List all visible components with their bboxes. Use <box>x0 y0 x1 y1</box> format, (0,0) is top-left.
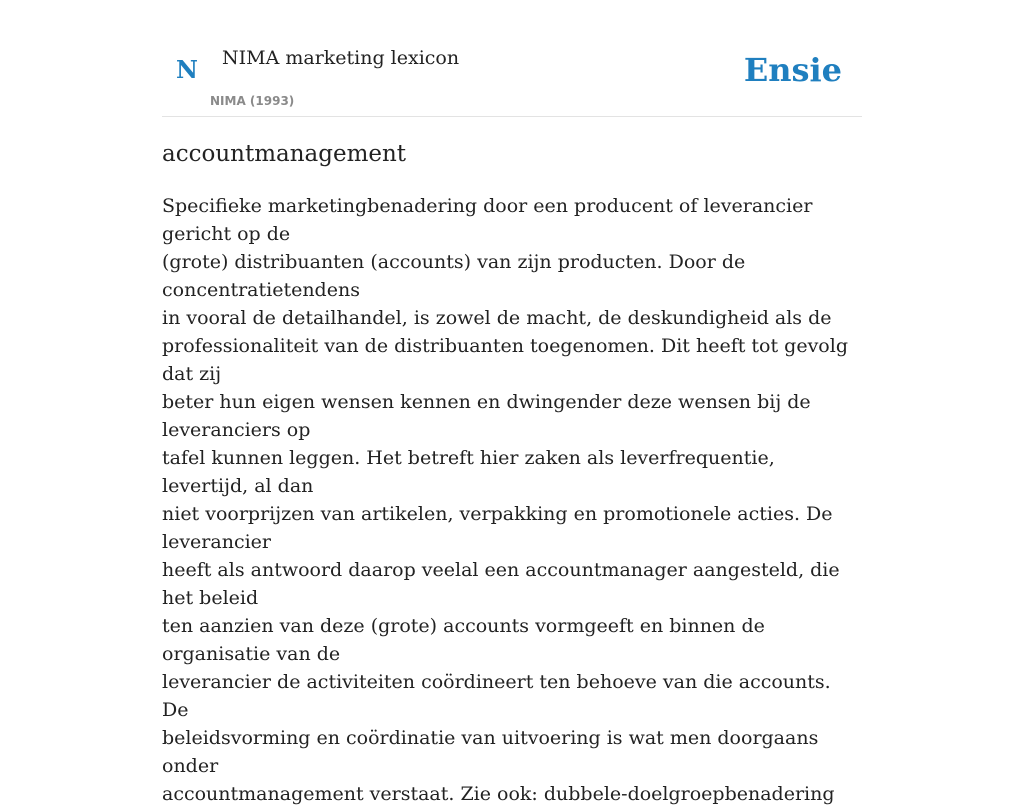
ensie-logo[interactable]: Ensie <box>743 51 842 89</box>
source-title-link[interactable]: NIMA marketing lexicon <box>222 47 460 69</box>
source-header <box>162 0 862 117</box>
entry-body: Specifieke marketingbenadering door een producent of leverancier gericht op de (grote) distribuanten (accounts) van zijn producten. Door de concentratietendens in vooral de detailhandel, is zowel de macht, de deskundigheid als de professionaliteit van de distribuanten toegenomen. Dit heeft tot gevolg dat zij beter hun eigen wensen kennen en dwingender deze wensen bij de leveranciers op tafel kunnen leggen. Het betreft hier zaken als leverfrequentie, levertijd, al dan niet voorprijzen van artikelen, verpakking en promotionele acties. De leverancier heeft als antwoord daarop veelal een accountmanager aangesteld, die het beleid ten aanzien van deze (grote) accounts vormgeeft en binnen de organisatie van de leverancier de activiteiten coördineert ten behoeve van die accounts. De beleidsvorming en coördinatie van uitvoering is wat men doorgaans onder accountmanagement verstaat. Zie ook: dubbele-doelgroepbenadering <box>162 195 848 805</box>
source-meta: NIMA (1993) <box>210 94 295 108</box>
source-initial-logo[interactable]: N <box>176 55 198 84</box>
entry-title: accountmanagement <box>162 141 407 167</box>
